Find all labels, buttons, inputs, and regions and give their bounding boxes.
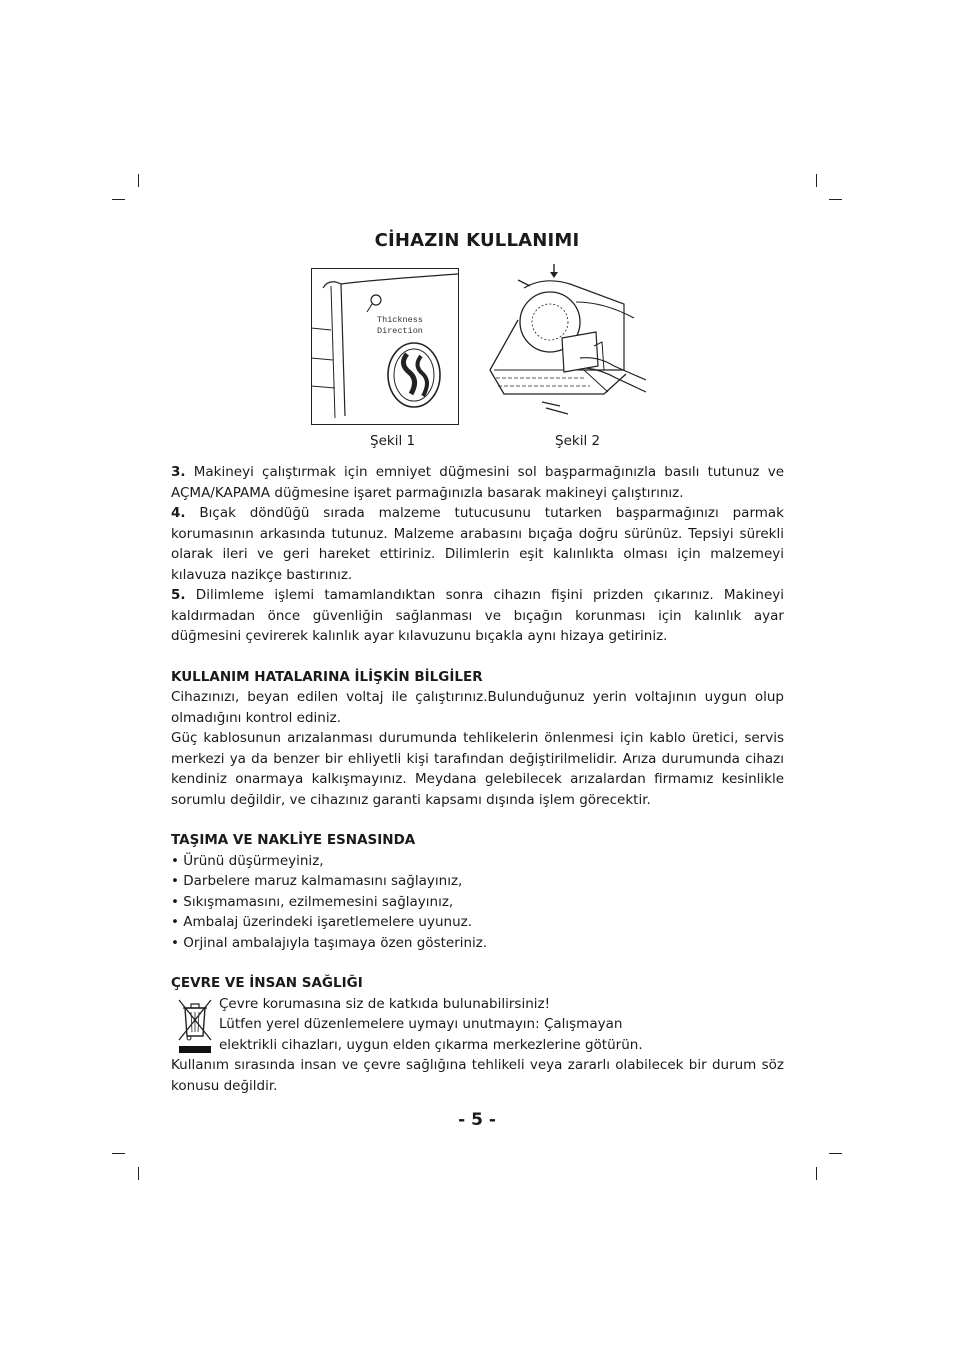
crop-mark — [829, 199, 842, 200]
errors-paragraph: Güç kablosunun arızalanması durumunda tehlikelerin önlenmesi için kablo üretici, servis merkezi ya da benzer bir ehliyetli kişi tarafından değiştirilmelidir. Arıza durumunda cihazı kendiniz onarmaya kalkışmayınız. Meydana gelebilecek arızalardan firmamız kesinlikle sorumlu değildir, ve cihazınız garanti kapsamı dışında işlem görecektir. — [171, 730, 784, 808]
env-notice — [171, 994, 784, 1056]
errors-heading: KULLANIM HATALARINA İLİŞKİN BİLGİLER — [171, 668, 483, 685]
list-item: • Ambalaj üzerindeki işaretlemelere uyunuz. — [171, 912, 784, 933]
list-item: • Darbelere maruz kalmamasını sağlayınız, — [171, 871, 784, 892]
figure-1-illustration — [311, 268, 459, 426]
body-text — [171, 462, 784, 1096]
crop-mark — [112, 1153, 125, 1154]
env-line: elektrikli cihazları, uygun elden çıkarma merkezlerine götürün. — [219, 1036, 643, 1053]
figure-2-illustration — [484, 262, 646, 422]
list-item: • Ürünü düşürmeyiniz, — [171, 851, 784, 872]
crop-mark — [112, 199, 125, 200]
errors-paragraph: Cihazınızı, beyan edilen voltaj ile çalıştırınız.Bulunduğunuz yerin voltajının uygun olup olmadığını kontrol ediniz. — [171, 689, 784, 726]
crop-mark — [138, 174, 139, 187]
transport-list — [171, 851, 784, 954]
list-item: • Orjinal ambalajıyla taşımaya özen gösteriniz. — [171, 933, 784, 954]
page-title: CİHAZIN KULLANIMI — [374, 230, 580, 251]
step-4: 4. Bıçak döndüğü sırada malzeme tutucusunu tutarken başparmağınızı parmak korumasının arkasında tutunuz. Malzeme arabasını bıçağa doğru sürünüz. Tepsiyi sürekli olarak ileri ve geri hareket ettiriniz. Dilimlerin eşit kalınlıkta olması için malzemeyi kılavuza nazikçe bastırınız. — [171, 505, 784, 583]
thickness-label-line2: Direction — [377, 326, 423, 336]
crop-mark — [816, 1167, 817, 1180]
list-item: • Sıkışmamasını, ezilmemesini sağlayınız, — [171, 892, 784, 913]
step-3: 3. Makineyi çalıştırmak için emniyet düğmesini sol başparmağınızla basılı tutunuz ve AÇMA/KAPAMA düğmesine işaret parmağınızla basarak makineyi çalıştırınız. — [171, 464, 785, 501]
crop-mark — [816, 174, 817, 187]
weee-bin-icon — [177, 996, 213, 1054]
env-line: Çevre korumasına siz de katkıda bulunabilirsiniz! — [219, 995, 551, 1012]
crop-mark — [829, 1153, 842, 1154]
transport-heading: TAŞIMA VE NAKLİYE ESNASINDA — [171, 832, 416, 848]
figure-2-caption: Şekil 2 — [555, 433, 601, 449]
figure-1-caption: Şekil 1 — [370, 433, 416, 449]
page-number: - 5 - — [458, 1110, 496, 1130]
env-heading: ÇEVRE VE İNSAN SAĞLIĞI — [171, 975, 363, 991]
env-closing: Kullanım sırasında insan ve çevre sağlığına tehlikeli veya zararlı olabilecek bir durum söz konusu değildir. — [171, 1057, 784, 1094]
step-5: 5. Dilimleme işlemi tamamlandıktan sonra cihazın fişini prizden çıkarınız. Makineyi kaldırmadan önce güvenliğin sağlanması ve bıçağın korunması için kalınlık ayar düğmesini çevirerek kalınlık ayar kılavuzunu bıçakla aynı hizaya getiriniz. — [171, 587, 785, 644]
crop-mark — [138, 1167, 139, 1180]
env-line: Lütfen yerel düzenlemelere uymayı unutmayın: Çalışmayan — [219, 1016, 623, 1032]
thickness-label-line1: Thickness — [377, 315, 423, 325]
